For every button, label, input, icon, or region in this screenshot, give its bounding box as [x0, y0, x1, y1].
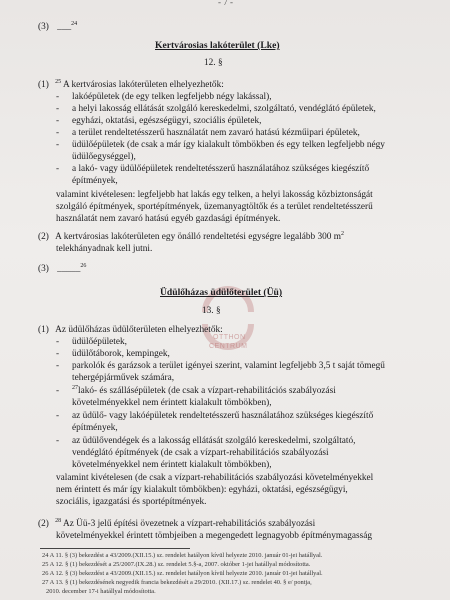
list-item: - — [56, 436, 60, 446]
paragraph-number: (3) — [38, 22, 49, 32]
lke-p1-tail: valamint kivételesen: legfeljebb hat lakás egy telken, a helyi lakosság közbiztonságát — [56, 190, 373, 200]
list-item: - — [56, 386, 60, 396]
list-item: vendéglátó építmények (de csak a vízpart-rehabilitációs szabályozási — [72, 448, 329, 458]
list-item: üdülőtáborok, kempingek, — [72, 349, 170, 359]
list-item: lakóépületek (de egy telken legfeljebb négy lakással), — [72, 92, 272, 102]
list-item: - — [56, 104, 60, 114]
list-item: építmények, — [72, 423, 118, 433]
watermark-text: CENTRUM — [209, 343, 248, 350]
uu-p1-tail: szociális, igazgatási és sportépítmények. — [56, 497, 207, 507]
list-item: - — [56, 92, 60, 102]
lke-p1-tail: használatát nem zavaró hatású egyéb gazdasági építmények. — [56, 214, 281, 224]
uu-p1-intro: (1) Az üdülőházas üdülőterületen elhelyezhetők: — [38, 325, 223, 335]
list-item: az üdülő- vagy lakóépületek rendeltetésszerű használatához szükséges kiegészítő — [72, 411, 374, 421]
footnote-ref: 28 — [55, 517, 62, 524]
list-item: - — [56, 411, 60, 421]
blank-line: ___ — [57, 22, 72, 32]
watermark-text: OTTHON — [213, 334, 246, 341]
list-item: - — [56, 337, 60, 347]
list-item: a lakó- vagy üdülőépületek rendeltetésszerű használatához szükséges kiegészítő — [72, 164, 370, 174]
section-3-top — [38, 22, 77, 33]
uu-p1-tail: nem érintett és már így kialakult tömbökben): egyházi, oktatási, egészségügyi, — [56, 485, 348, 495]
footnote-separator — [40, 548, 190, 549]
footnote: 27 A 13. § (1) bekezdésének negyedik francia bekezdését a 29/2010. (XII.17.) sz. rendelet 40. § e/ pontja, — [42, 579, 312, 586]
list-item: az üdülővendégek és a lakosság ellátását szolgáló kereskedelmi, szolgáltató, — [72, 436, 356, 446]
list-item: - — [56, 361, 60, 371]
list-item: - — [56, 349, 60, 359]
list-item: üdülőépületek (de csak a már így kialakult tömbökben és egy telken legfeljebb négy — [72, 140, 385, 150]
list-item: parkolók és garázsok a terület igényei szerint, valamint legfeljebb 3,5 t saját tömegű — [72, 361, 385, 371]
list-item: - — [56, 164, 60, 174]
lke-p1-intro: (1) $^{25}$ A kertvárosias lakóterületen elhelyezhetők: — [38, 78, 224, 90]
list-item: tehergépjárművek számára, — [72, 373, 175, 383]
uu-p1-tail: valamint kivételesen (de csak a vízpart-rehabilitációs szabályozási követelményekkel — [56, 473, 374, 483]
list-item: $^{27}$lakó- és szállásépületek (de csak a vízpart-rehabilitációs szabályozási — [72, 384, 336, 396]
footnote: 25 A 12. § (1) bekezdését a 25/2007.(IX.28.) sz. rendelet 5.§-a, 2007. október 1-jei hatállyal módosította. — [42, 561, 311, 568]
list-item: a terület rendeltetésszerű használatát nem zavaró hatású kézműipari épületek, — [72, 128, 360, 138]
footnote-ref: 25 — [55, 78, 62, 85]
uu-p2: (2) $^{28}$ Az Üü-3 jelű építési övezetnek a vízpart-rehabilitációs szabályozási — [38, 517, 316, 529]
uu-p2-cont: követelményekkel érintett tömbjeiben a megengedett legnagyobb építménymagasság — [56, 531, 372, 541]
list-item: egyházi, oktatási, egészségügyi, szociális épületek, — [72, 116, 262, 126]
footnote: 26 A 12. § (3) bekezdést a 43/2009.(XII.15.) sz. rendelet hatályon kívül helyezte 2010. január 01-jei hatállyal. — [42, 570, 323, 577]
footnote-ref: 27 — [72, 384, 78, 391]
list-item: - — [56, 128, 60, 138]
list-item: - — [56, 116, 60, 126]
lke-heading: Kertvárosias lakóterület (Lke) — [155, 40, 280, 51]
list-item: követelményekkel nem érintett kialakult tömbökben), — [72, 460, 272, 470]
footnote: 2010. december 17-i hatállyal módosította. — [46, 588, 156, 595]
lke-p2-cont: telekhányadnak kell jutni. — [56, 244, 153, 254]
list-item: üdülőépületek, — [72, 337, 127, 347]
uu-heading: Üdülőházas üdülőterület (Üü) — [160, 287, 283, 298]
list-item: a helyi lakosság ellátását szolgáló kereskedelmi, szolgáltató, vendéglátó épületek, — [72, 104, 376, 114]
lke-p1-tail: szolgáló építmények, sportépítmények, üzemanyagtöltők és a terület rendeltetésszerű — [56, 202, 373, 212]
lke-p3: (3) _____$^{26}$ — [38, 262, 87, 274]
lke-article: 12. § — [204, 58, 223, 68]
footnote-ref: 26 — [80, 262, 87, 269]
list-item: építmények, — [72, 176, 118, 186]
footnote: 24 A 11. § (3) bekezdést a 43/2009.(XII.15.) sz. rendelet hatályon kívül helyezte 2010. január 01-jei hatállyal. — [42, 552, 323, 559]
list-item: követelményekkel nem érintett kialakult tömbökben), — [72, 398, 272, 408]
uu-article: 13. § — [202, 306, 221, 316]
lke-p2: (2) A kertvárosias lakóterületen egy önálló rendeltetési egységre legalább 300 $m^2$ — [38, 230, 344, 242]
page-number: - 7 - — [218, 0, 233, 7]
list-item: üdülőegységgel), — [72, 152, 136, 162]
list-item: - — [56, 140, 60, 150]
footnote-ref: 24 — [71, 20, 78, 27]
